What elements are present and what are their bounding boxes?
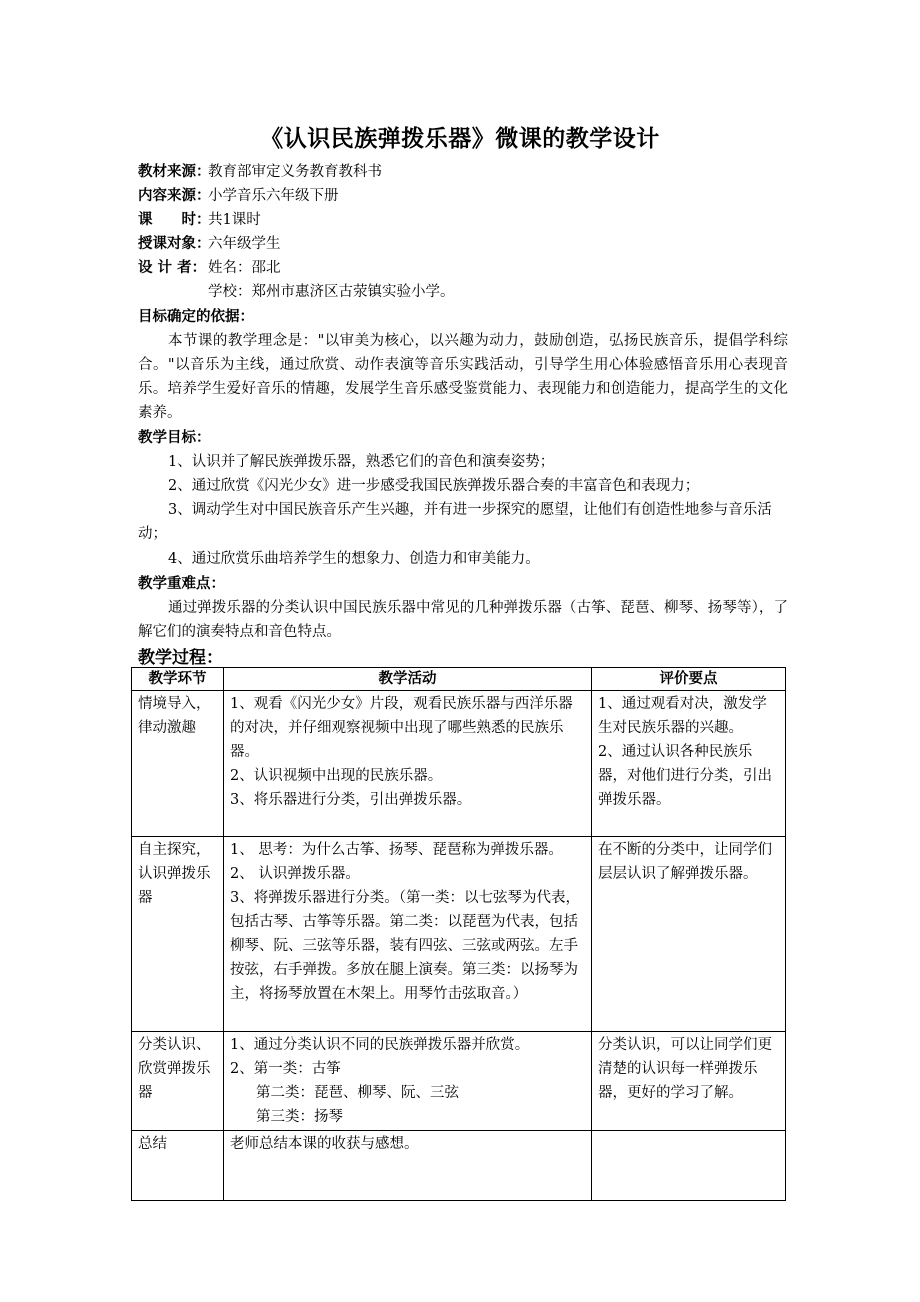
table-row — [132, 1032, 786, 1131]
meta-key: 教材来源： — [138, 164, 211, 180]
meta-audience — [138, 232, 281, 256]
meta-key: 内容来源： — [138, 188, 211, 204]
eval-cell — [592, 837, 786, 1032]
meta-hours — [138, 208, 261, 232]
header-stage: 教学环节 — [132, 668, 224, 691]
stage-cell: 总结 — [132, 1131, 224, 1201]
table-row — [132, 691, 786, 837]
activity-line: 2、第一类：古筝 — [230, 1061, 341, 1077]
goals-heading: 教学目标： — [138, 430, 211, 446]
header-eval: 评价要点 — [592, 668, 786, 691]
page-title: 《认识民族弹拨乐器》微课的教学设计 — [260, 126, 660, 152]
meta-school: 学校：郑州市惠济区古荥镇实验小学。 — [208, 284, 455, 300]
activity-line: 1、观看《闪光少女》片段，观看民族乐器与西洋乐器的对决，并仔细观察视频中出现了哪些熟悉的民族乐器。 — [230, 696, 573, 760]
table-row — [132, 837, 786, 1032]
activity-line: 老师总结本课的收获与感想。 — [230, 1136, 419, 1152]
eval-cell — [592, 1131, 786, 1201]
basis-text: 本节课的教学理念是："以审美为核心，以兴趣为动力，鼓励创造，弘扬民族音乐，提倡学科综合。"以音乐为主线，通过欣赏、动作表演等音乐实践活动，引导学生用心体验感悟音乐用心表现音乐。培养学生爱好音乐的情趣，发展学生音乐感受鉴赏能力、表现能力和创造能力，提高学生的文化素养。 — [138, 333, 788, 421]
stage-cell: 分类认识、欣赏弹拨乐器 — [132, 1032, 224, 1131]
activity-line: 3、将乐器进行分类，引出弹拨乐器。 — [230, 792, 472, 808]
activity-line: 2、 认识弹拨乐器。 — [230, 866, 360, 882]
eval-cell — [592, 1032, 786, 1131]
activity-cell — [224, 1131, 592, 1201]
meta-value: 姓名：邵北 — [208, 260, 281, 276]
header-activity: 教学活动 — [224, 668, 592, 691]
stage-cell: 情境导入，律动激趣 — [132, 691, 224, 837]
eval-line: 2、通过认识各种民族乐器，对他们进行分类，引出弹拨乐器。 — [598, 744, 772, 808]
keypoints-heading: 教学重难点： — [138, 576, 225, 592]
meta-content — [138, 184, 339, 208]
activity-line: 3、将弹拨乐器进行分类。（第一类：以七弦琴为代表，包括古琴、古筝等乐器。第二类：以琵琶为代表，包括柳琴、阮、三弦等乐器，装有四弦、三弦或两弦。左手按弦，右手弹拨。多放在腿上演奏。第三类：以扬琴为主，将扬琴放置在木架上。用琴竹击弦取音。） — [230, 890, 580, 1002]
meta-key: 课 时： — [138, 212, 211, 228]
meta-source — [138, 160, 382, 184]
table-header-row — [132, 668, 786, 691]
meta-designer — [138, 256, 281, 280]
activity-cell — [224, 837, 592, 1032]
process-heading: 教学过程： — [138, 648, 223, 668]
meta-value: 小学音乐六年级下册 — [208, 188, 339, 204]
activity-line: 1、通过分类认识不同的民族弹拨乐器并欣赏。 — [230, 1037, 530, 1053]
activity-line: 2、认识视频中出现的民族乐器。 — [230, 768, 443, 784]
eval-line: 在不断的分类中，让同学们层层认识了解弹拨乐器。 — [598, 842, 772, 882]
keypoints-text: 通过弹拨乐器的分类认识中国民族乐器中常见的几种弹拨乐器（古筝、琵琶、柳琴、扬琴等），了解它们的演奏特点和音色特点。 — [138, 600, 788, 640]
activity-cell — [224, 691, 592, 837]
goal-item: 1、认识并了解民族弹拨乐器，熟悉它们的音色和演奏姿势； — [168, 454, 555, 470]
meta-value: 六年级学生 — [208, 236, 281, 252]
goal-item: 3、调动学生对中国民族音乐产生兴趣，并有进一步探究的愿望，让他们有创造性地参与音乐活动； — [138, 502, 772, 542]
goal-item: 4、通过欣赏乐曲培养学生的想象力、创造力和审美能力。 — [168, 551, 540, 567]
basis-heading: 目标确定的依据： — [138, 309, 254, 325]
meta-value: 教育部审定义务教育教科书 — [208, 164, 382, 180]
eval-cell — [592, 691, 786, 837]
meta-key: 授课对象： — [138, 236, 211, 252]
goal-item: 2、通过欣赏《闪光少女》进一步感受我国民族弹拨乐器合奏的丰富音色和表现力； — [168, 478, 700, 494]
activity-line: 第三类：扬琴 — [256, 1109, 343, 1125]
activity-cell — [224, 1032, 592, 1131]
activity-line: 1、 思考：为什么古筝、扬琴、琵琶称为弹拨乐器。 — [230, 842, 563, 858]
meta-value: 共1课时 — [208, 212, 261, 228]
activity-line: 第二类：琵琶、柳琴、阮、三弦 — [256, 1085, 459, 1101]
table-row — [132, 1131, 786, 1201]
eval-line: 1、通过观看对决，激发学生对民族乐器的兴趣。 — [598, 696, 767, 736]
process-table — [131, 667, 786, 1201]
meta-key: 设 计 者： — [138, 260, 207, 276]
stage-cell: 自主探究，认识弹拨乐器 — [132, 837, 224, 1032]
eval-line: 分类认识，可以让同学们更清楚的认识每一样弹拨乐器，更好的学习了解。 — [598, 1037, 772, 1101]
